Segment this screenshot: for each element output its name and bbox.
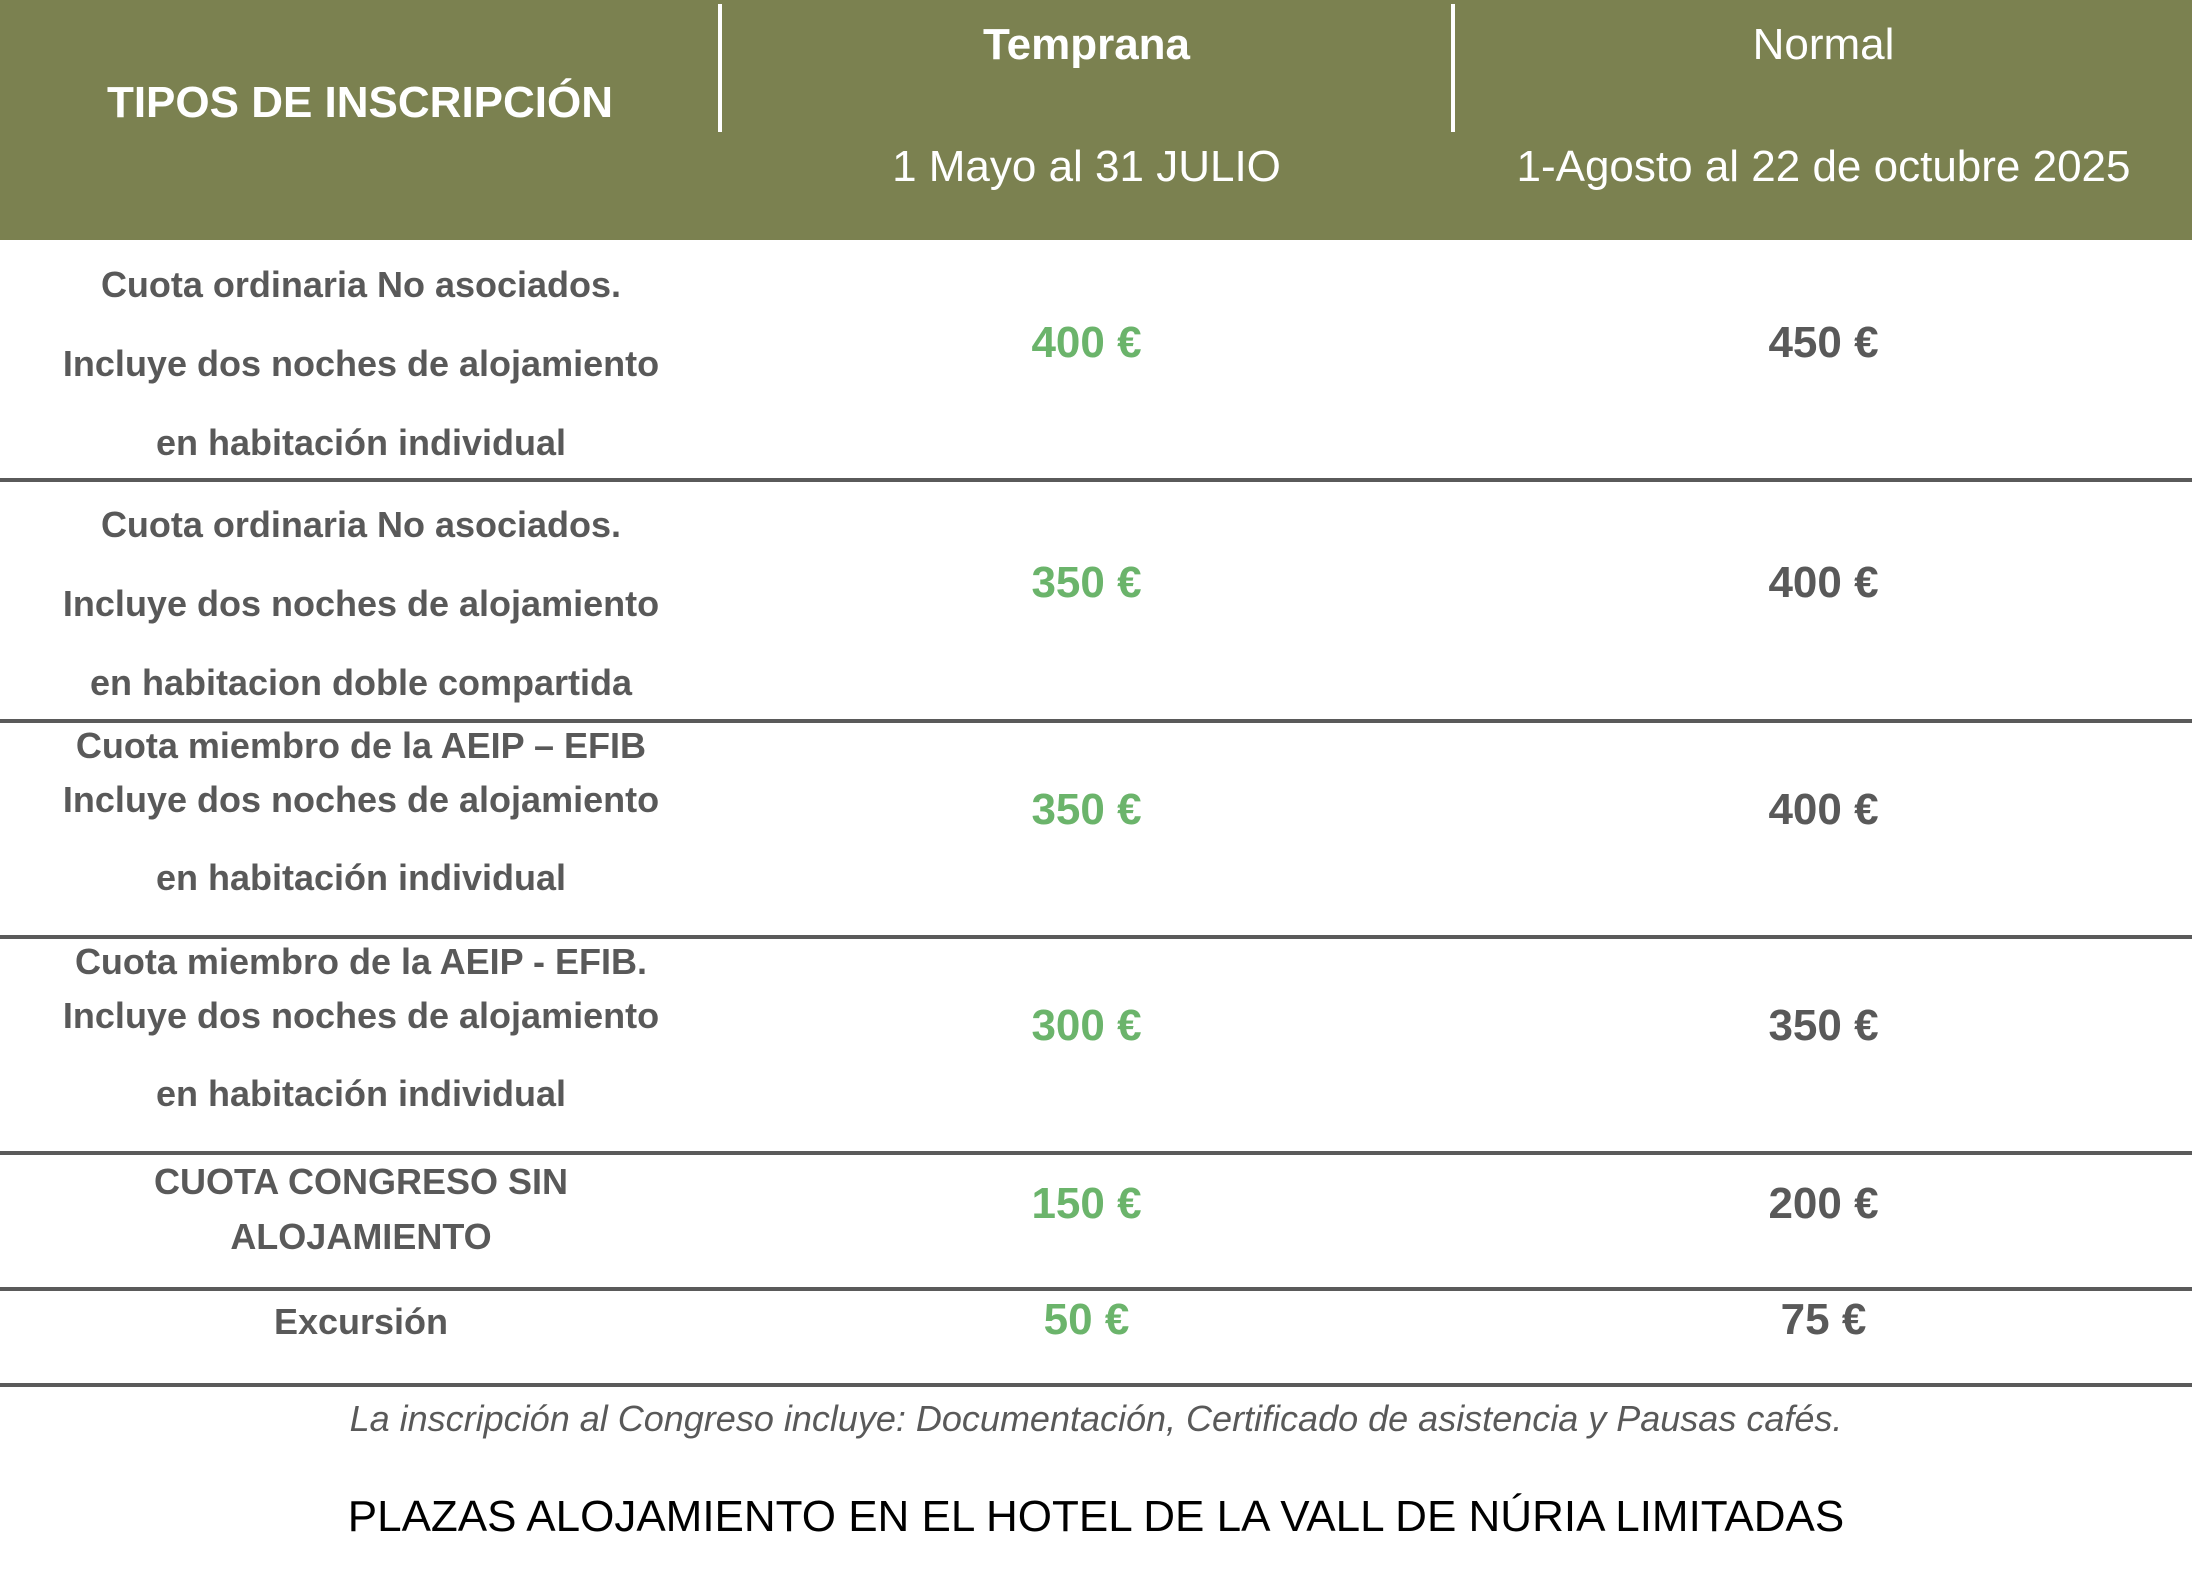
row-description-line: Cuota ordinaria No asociados. [100,264,622,305]
row-description-line: Cuota miembro de la AEIP - EFIB. [74,941,648,982]
row-description [0,1154,722,1264]
price-early: 300 € [1031,1001,1142,1050]
row-description-line: CUOTA CONGRESO SIN [153,1161,569,1202]
row-description-line: en habitación individual [155,422,567,463]
row-divider [0,1383,2192,1387]
price-early: 50 € [1043,1295,1130,1344]
price-normal: 400 € [1768,558,1879,607]
row-description-line: Excursión [273,1301,449,1342]
price-early: 350 € [1031,558,1142,607]
price-normal: 75 € [1780,1295,1867,1344]
price-normal: 450 € [1768,318,1879,367]
row-description-line: Cuota ordinaria No asociados. [100,504,622,545]
footnote: La inscripción al Congreso incluye: Documentación, Certificado de asistencia y Pausas cafés. [349,1398,1843,1439]
row-description-line: Incluye dos noches de alojamiento [62,583,660,624]
row-description-line: en habitacion doble compartida [89,662,633,703]
row-description-line: en habitación individual [155,857,567,898]
row-description-line: en habitación individual [155,1073,567,1114]
header-normal-dates: 1-Agosto al 22 de octubre 2025 [1516,142,2131,191]
row-description-line: ALOJAMIENTO [230,1216,492,1257]
row-description-line: Incluye dos noches de alojamiento [62,779,660,820]
row-description-line: Cuota miembro de la AEIP – EFIB [75,725,647,766]
row-divider [0,478,2192,482]
row-description [0,938,722,1142]
price-early: 350 € [1031,785,1142,834]
header-temprana-dates: 1 Mayo al 31 JULIO [892,142,1281,191]
header-temprana: Temprana [982,20,1191,69]
row-description [0,722,722,926]
header-normal: Normal [1752,20,1895,69]
price-normal: 400 € [1768,785,1879,834]
row-description [0,485,722,722]
header-tipos: TIPOS DE INSCRIPCIÓN [106,77,614,127]
row-description [0,245,722,482]
row-description-line: Incluye dos noches de alojamiento [62,343,660,384]
price-normal: 200 € [1768,1179,1879,1228]
plazas-notice: PLAZAS ALOJAMIENTO EN EL HOTEL DE LA VALL DE NÚRIA LIMITADAS [347,1492,1845,1541]
price-early: 150 € [1031,1179,1142,1228]
row-description-line: Incluye dos noches de alojamiento [62,995,660,1036]
table-header [0,0,2192,240]
row-description [0,1290,722,1354]
price-normal: 350 € [1768,1001,1879,1050]
price-early: 400 € [1031,318,1142,367]
